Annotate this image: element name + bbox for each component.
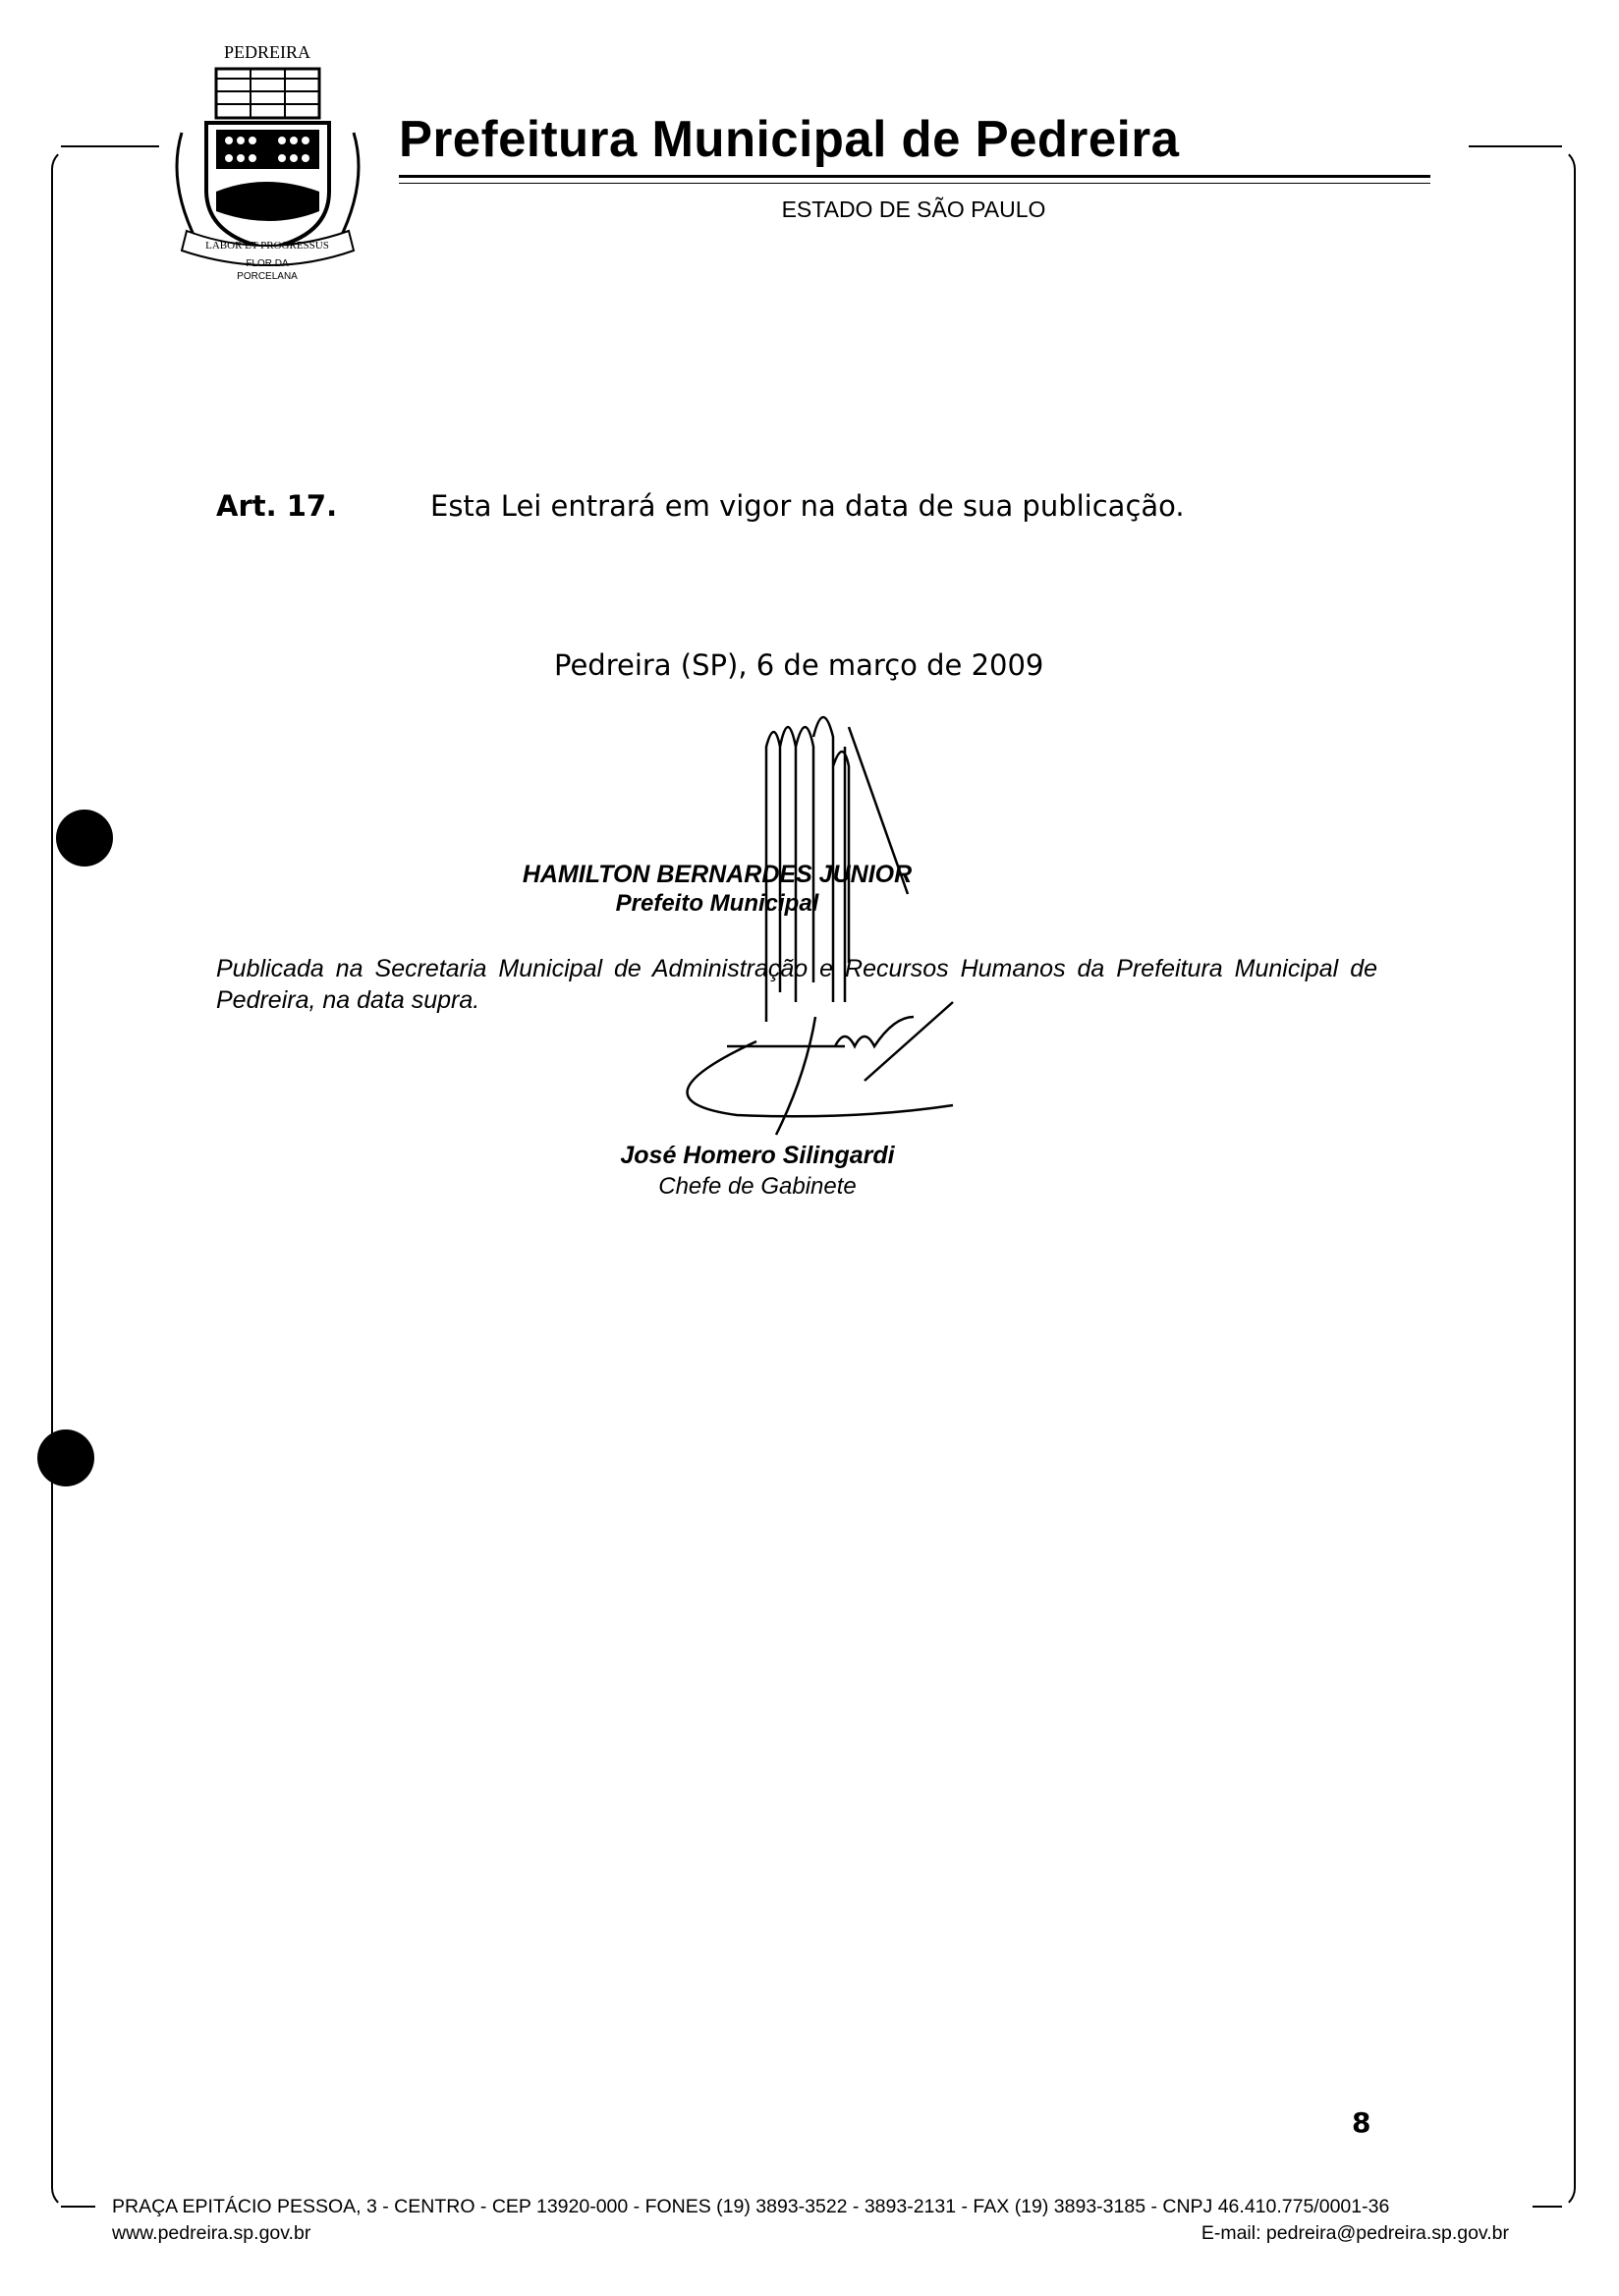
svg-text:LABOR ET PROGRESSUS: LABOR ET PROGRESSUS [205, 240, 329, 252]
mayor-role: Prefeito Municipal [615, 890, 819, 917]
title-underline-thin [399, 183, 1430, 184]
publication-note: Publicada na Secretaria Municipal de Administração e Recursos Humanos da Prefeitura Municipal de Pedreira, na data supra. [216, 955, 1377, 1014]
chief-name: José Homero Silingardi [620, 1142, 895, 1169]
date-line: Pedreira (SP), 6 de março de 2009 [554, 648, 1044, 682]
footer-website[interactable]: www.pedreira.sp.gov.br [112, 2222, 311, 2244]
footer-email[interactable]: E-mail: pedreira@pedreira.sp.gov.br [1200, 2222, 1509, 2244]
coat-of-arms-logo [162, 34, 373, 280]
svg-text:FLOR DA: FLOR DA [246, 258, 289, 269]
article-number: Art. 17. [216, 489, 338, 523]
punch-hole [37, 1429, 94, 1486]
svg-text:PORCELANA: PORCELANA [237, 271, 298, 282]
chief-role: Chefe de Gabinete [658, 1173, 857, 1200]
letterhead-subtitle: ESTADO DE SÃO PAULO [781, 196, 1046, 222]
title-underline [399, 175, 1430, 178]
svg-text:PEDREIRA: PEDREIRA [223, 42, 311, 62]
letterhead-title: Prefeitura Municipal de Pedreira [399, 111, 1180, 168]
article-text: Esta Lei entrará em vigor na data de sua publicação. [430, 489, 1185, 523]
chief-signature [639, 997, 1012, 1135]
punch-hole [56, 810, 113, 867]
footer-address: PRAÇA EPITÁCIO PESSOA, 3 - CENTRO - CEP 13920-000 - FONES (19) 3893-3522 - 3893-2131 - FAX (19) 3893-3185 - CNPJ 46.410.775/0001-36 [112, 2196, 1390, 2217]
border-top-left [61, 145, 159, 147]
border-bottom-right [1533, 2206, 1562, 2208]
border-top-right [1469, 145, 1562, 147]
mayor-name: HAMILTON BERNARDES JUNIOR [522, 861, 913, 888]
page-number: 8 [1352, 2106, 1371, 2139]
border-bottom-left [61, 2206, 95, 2208]
